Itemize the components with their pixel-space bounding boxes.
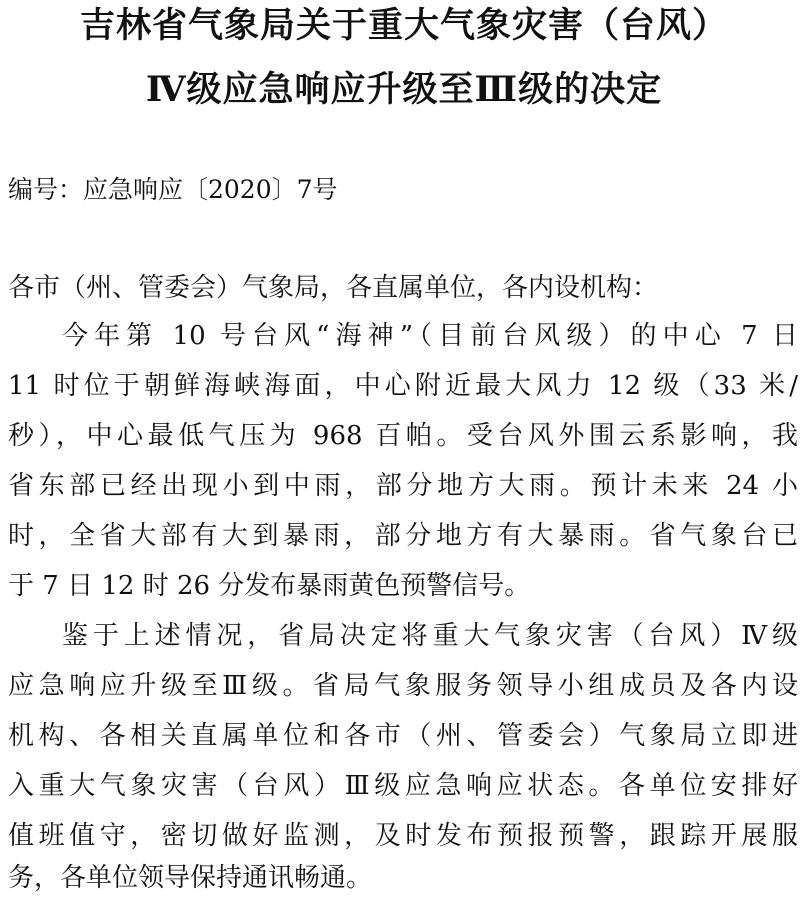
paragraph-1-line-3: 秒），中心最低气压为 968 百帕。受台风外围云系影响，我: [8, 421, 798, 451]
document-title-line-2: Ⅳ级应急响应升级至Ⅲ级的决定: [145, 69, 663, 110]
paragraph-1-line-4: 省东部已经出现小到中雨，部分地方大雨。预计未来 24 小: [8, 471, 798, 501]
document-number: 编号：应急响应〔2020〕7号: [8, 175, 338, 204]
paragraph-1-line-1: 今年第 10 号台风“海神”（目前台风级）的中心 7 日: [62, 321, 798, 351]
paragraph-2-line-3: 机构、各相关直属单位和各市（州、管委会）气象局立即进: [8, 721, 798, 751]
paragraph-1-line-6: 于 7 日 12 时 26 分发布暴雨黄色预警信号。: [8, 571, 531, 601]
paragraph-2-line-4: 入重大气象灾害（台风）Ⅲ级应急响应状态。各单位安排好: [8, 771, 798, 801]
paragraph-1-line-2: 11 时位于朝鲜海峡海面，中心附近最大风力 12 级（33 米/: [8, 371, 798, 401]
document-title-line-1: 吉林省气象局关于重大气象灾害（台风）: [79, 5, 728, 46]
salutation: 各市（州、管委会）气象局，各直属单位，各内设机构：: [8, 273, 659, 303]
paragraph-2-line-2: 应急响应升级至Ⅲ级。省局气象服务领导小组成员及各内设: [8, 671, 798, 701]
paragraph-2-line-6: 务，各单位领导保持通讯畅通。: [8, 863, 373, 893]
paragraph-2-line-5: 值班值守，密切做好监测，及时发布预报预警，跟踪开展服: [8, 821, 798, 851]
paragraph-2-line-1: 鉴于上述情况，省局决定将重大气象灾害（台风）Ⅳ级: [62, 621, 798, 651]
paragraph-1-line-5: 时，全省大部有大到暴雨，部分地方有大暴雨。省气象台已: [8, 521, 798, 551]
